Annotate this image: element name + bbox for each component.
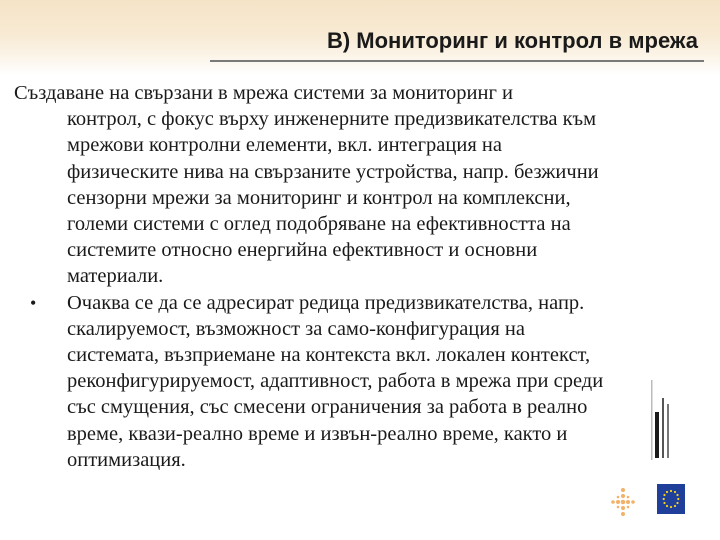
paragraph-networked-systems (0, 80, 712, 290)
text-line: Създаване на свързани в мрежа системи за мониторинг и (14, 82, 513, 104)
text-line: системата, възприемане на контекста вкл. локален контекст, (67, 344, 591, 367)
text-line: материали. (67, 265, 164, 288)
slide-body (0, 80, 712, 473)
slide-title: B) Мониторинг и контрол в мрежа (326, 28, 698, 53)
text-line: физическите нива на свързаните устройства, напр. безжични (67, 160, 599, 183)
text-line: скалируемост, възможност за само-конфигурация на (67, 317, 525, 340)
text-line: реконфигурируемост, адаптивност, работа в мрежа при среди (67, 370, 604, 393)
text-line: мрежови контролни елементи, вкл. интеграция на (67, 134, 502, 157)
title-underline (210, 60, 704, 62)
eu-flag-icon (657, 484, 685, 514)
text-line: оптимизация. (67, 448, 186, 471)
text-line: със смущения, със смесени ограничения за работа в реално (67, 396, 588, 419)
text-line: Очаква се да се адресират редица предизвикателства, напр. (67, 291, 585, 314)
text-line: сензорни мрежи за мониторинг и контрол на комплексни, (67, 186, 571, 209)
bullet-icon: • (30, 292, 37, 313)
text-line: системите относно енергийна ефективност и основни (67, 239, 538, 262)
text-line: големи системи с оглед подобряване на ефективността на (67, 213, 571, 236)
text-line: контрол, с фокус върху инженерните предизвикателства към (67, 108, 597, 131)
european-commission-logo-icon (651, 380, 681, 460)
dotted-cross-icon (610, 487, 636, 517)
text-line: време, квази-реално време и извън-реално време, както и (67, 422, 568, 445)
bullet-paragraph-challenges (0, 290, 712, 473)
